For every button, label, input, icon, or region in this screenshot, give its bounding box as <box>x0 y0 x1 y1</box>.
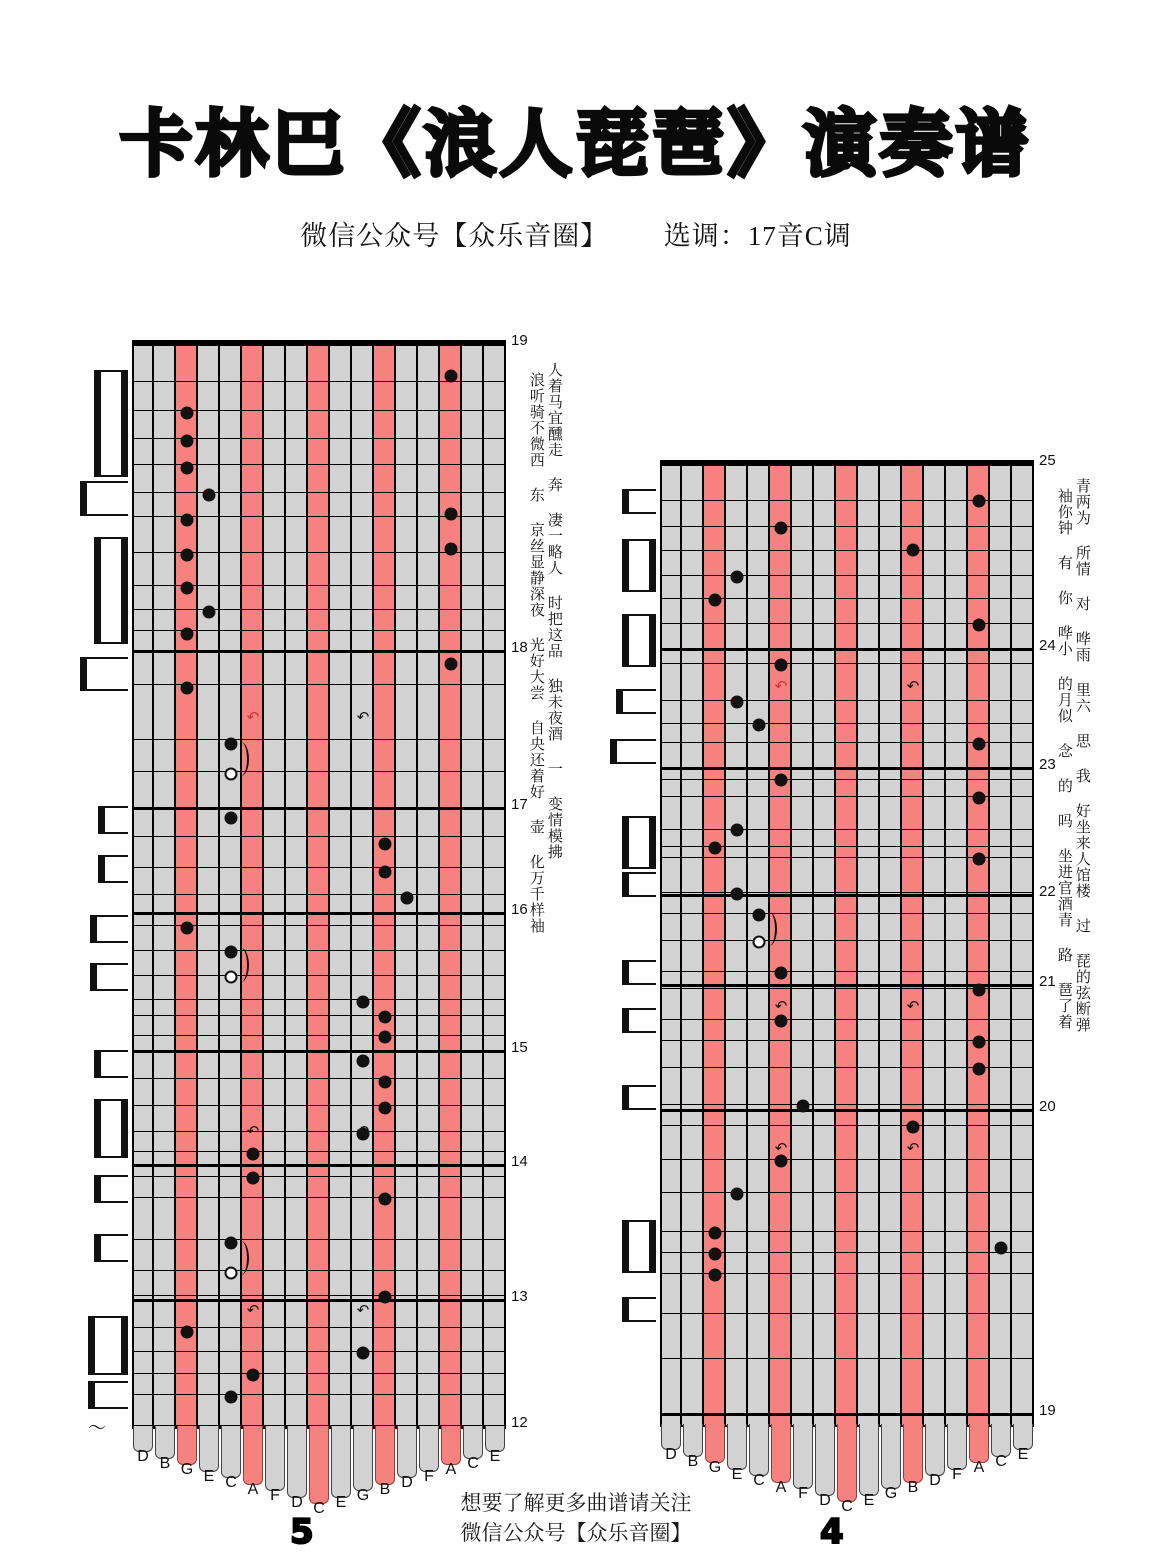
tine-column-B-11 <box>902 463 924 1425</box>
rhythm-bracket <box>98 806 128 834</box>
tine-label-A-5: A <box>247 1481 259 1498</box>
rhythm-bracket <box>94 370 128 476</box>
note-D-m17 <box>401 892 414 905</box>
tie-mark <box>233 948 249 982</box>
rhythm-bracket <box>94 1234 128 1262</box>
note-B-m16 <box>379 1030 392 1043</box>
beat-line <box>132 1239 506 1240</box>
beat-line <box>132 836 506 837</box>
tine-column-A-5 <box>770 463 792 1425</box>
tine-label-A-5: A <box>775 1479 787 1496</box>
beat-line <box>132 1105 506 1106</box>
note-B-m14 <box>379 1193 392 1206</box>
rhythm-bracket <box>88 1316 128 1376</box>
beat-line <box>660 940 1034 941</box>
note-G-m19 <box>181 549 194 562</box>
measure-number: 25 <box>1039 452 1056 469</box>
rhythm-bracket <box>80 481 128 516</box>
tine-column-F-6 <box>792 463 814 1425</box>
tine-label-B-1: B <box>687 1453 699 1470</box>
beat-line <box>660 1358 1034 1359</box>
tine-label-C-4: C <box>753 1472 765 1489</box>
tine-label-D-7: D <box>819 1492 831 1509</box>
beat-line <box>132 950 506 951</box>
rhythm-bracket <box>94 537 128 643</box>
rhythm-bracket <box>622 1220 656 1273</box>
tine-G-2[interactable] <box>705 1424 725 1463</box>
note-A-m23 <box>775 774 788 787</box>
measure-number: 19 <box>511 332 528 349</box>
note-A-m21 <box>775 1014 788 1027</box>
tine-E-3[interactable] <box>199 1426 219 1472</box>
glissando-icon: ↶ <box>906 996 920 1015</box>
measure-line <box>132 1299 506 1302</box>
measure-number: 22 <box>1039 882 1056 900</box>
rhythm-bracket <box>622 1297 656 1322</box>
tine-F-6[interactable] <box>793 1424 813 1489</box>
measure-line <box>132 807 506 810</box>
tine-column-A-14 <box>440 343 462 1427</box>
note-A-m15 <box>247 1147 260 1160</box>
tine-label-E-16: E <box>489 1448 501 1465</box>
beat-line <box>132 1351 506 1352</box>
note-E-m19 <box>203 605 216 618</box>
note-A-m21 <box>775 966 788 979</box>
tine-label-B-11: B <box>379 1481 391 1498</box>
note-A-m21 <box>973 1063 986 1076</box>
note-B-m15 <box>379 1102 392 1115</box>
rhythm-bracket <box>622 614 656 667</box>
measure-number: 13 <box>511 1288 528 1306</box>
measure-line <box>660 767 1034 770</box>
rhythm-bracket <box>80 657 128 692</box>
tine-label-C-15: C <box>995 1453 1007 1470</box>
beat-line <box>660 1125 1034 1126</box>
footer-line-2: 微信公众号【众乐音圈】 <box>460 1521 692 1546</box>
tine-label-D-12: D <box>401 1474 413 1491</box>
tine-column-B-1 <box>154 343 176 1427</box>
beat-line <box>132 1176 506 1177</box>
lyrics-column-inner: 浪听骑不微西 东 京丝显静深夜 光好大尝 自央还着好 壶 化万千样袖 <box>527 372 546 934</box>
beat-line <box>132 1270 506 1271</box>
beat-line <box>132 1394 506 1395</box>
tine-C-4[interactable] <box>749 1424 769 1476</box>
note-A-m19 <box>445 369 458 382</box>
note-G-m19 <box>709 1226 722 1239</box>
tine-column-B-1 <box>682 463 704 1425</box>
note-A-m21 <box>973 1036 986 1049</box>
tine-column-A-14 <box>968 463 990 1425</box>
beat-line <box>660 971 1034 972</box>
rhythm-bracket <box>94 1050 128 1078</box>
beat-line <box>132 739 506 740</box>
beat-line <box>660 913 1034 914</box>
tine-label-E-3: E <box>203 1468 215 1485</box>
tine-column-D-12 <box>396 343 418 1427</box>
note-G-m19 <box>181 461 194 474</box>
tine-label-A-14: A <box>445 1461 457 1478</box>
tine-G-2[interactable] <box>177 1426 197 1465</box>
tine-label-C-15: C <box>467 1455 479 1472</box>
beat-line <box>132 867 506 868</box>
tine-label-F-6: F <box>798 1485 808 1502</box>
page-subtitle <box>0 214 1152 253</box>
beat-line <box>132 1373 506 1374</box>
beat-line <box>660 550 1034 551</box>
tine-label-F-13: F <box>424 1468 434 1485</box>
page-title: 卡林巴《浪人琵琶》演奏谱 <box>119 102 1032 186</box>
tine-label-E-9: E <box>863 1492 875 1509</box>
note-A-m14 <box>247 1171 260 1184</box>
beat-line <box>660 700 1034 701</box>
note-G-m16 <box>181 922 194 935</box>
note-A-m25 <box>973 618 986 631</box>
note-G-m25 <box>709 593 722 606</box>
note-B-m25 <box>907 543 920 556</box>
tine-column-G-10 <box>880 463 902 1425</box>
measure-number: 23 <box>1039 755 1056 773</box>
beat-line <box>132 609 506 610</box>
measure-number: 14 <box>511 1152 528 1170</box>
tine-G-10[interactable] <box>353 1426 373 1491</box>
note-A-m19 <box>445 508 458 521</box>
beat-line <box>660 526 1034 527</box>
note-E-m25 <box>731 570 744 583</box>
measure-line <box>132 1164 506 1167</box>
note-A-m23 <box>973 853 986 866</box>
beat-line <box>132 999 506 1000</box>
note-B-m15 <box>379 1076 392 1089</box>
tine-column-C-15 <box>990 463 1012 1425</box>
beat-line <box>660 1104 1034 1105</box>
glissando-icon: ↶ <box>246 707 260 726</box>
note-G-m23 <box>709 841 722 854</box>
rhythm-bracket <box>622 816 656 869</box>
beat-line <box>132 1295 506 1296</box>
note-A-m12 <box>247 1368 260 1381</box>
note-C-m12 <box>225 1390 238 1403</box>
measure-number: 21 <box>1039 973 1056 991</box>
note-G-m19 <box>709 1247 722 1260</box>
tine-column-E-9 <box>858 463 880 1425</box>
note-A-m24 <box>973 737 986 750</box>
tine-column-C-15 <box>462 343 484 1427</box>
measure-line <box>660 648 1034 651</box>
tine-D-12[interactable] <box>925 1424 945 1476</box>
glissando-icon: ↶ <box>246 1122 260 1141</box>
tine-column-G-10 <box>352 343 374 1427</box>
note-A-m18 <box>445 657 458 670</box>
measure-number: 20 <box>1039 1098 1056 1116</box>
note-E-m24 <box>731 695 744 708</box>
beat-line <box>660 1159 1034 1160</box>
note-G-m19 <box>181 434 194 447</box>
note-G-m18 <box>181 681 194 694</box>
note-G-m19 <box>181 513 194 526</box>
page-number: 4 <box>820 1512 844 1552</box>
note-E-m23 <box>731 824 744 837</box>
footer-line-1: 想要了解更多曲谱请关注 <box>460 1491 692 1515</box>
note-B-m16 <box>379 1011 392 1024</box>
beat-line <box>660 723 1034 724</box>
key-label: 选调：17音C调 <box>663 221 852 251</box>
measure-number: 17 <box>511 795 528 813</box>
tine-column-E-9 <box>330 343 352 1427</box>
tine-column-E-16 <box>1012 463 1034 1425</box>
measure-number: 24 <box>1039 636 1056 654</box>
tine-column-E-3 <box>198 343 220 1427</box>
lyrics-column-inner: 袖你钟 有 你 哗小 的月似 念 的 吗 坐进官酒青 路 琶了着 <box>1055 488 1074 1030</box>
glissando-icon: ↶ <box>774 996 788 1015</box>
note-G-m16 <box>357 996 370 1009</box>
beat-line <box>132 492 506 493</box>
tine-label-F-6: F <box>270 1487 280 1504</box>
beat-line <box>132 771 506 772</box>
tine-A-5[interactable] <box>243 1426 263 1485</box>
tine-column-D-7 <box>286 343 308 1427</box>
rhythm-bracket <box>622 1085 656 1110</box>
measure-line <box>132 1050 506 1053</box>
tine-F-6[interactable] <box>265 1426 285 1491</box>
beat-line <box>660 1313 1034 1314</box>
rhythm-bracket <box>622 1008 656 1033</box>
tine-label-E-3: E <box>731 1466 743 1483</box>
rhythm-bracket <box>98 855 128 883</box>
beat-line <box>132 894 506 895</box>
page-header <box>0 0 1152 253</box>
tine-D-7[interactable] <box>815 1424 835 1496</box>
tine-column-C-8 <box>836 463 858 1425</box>
note-G-m19 <box>181 581 194 594</box>
measure-number: 18 <box>511 638 528 656</box>
tine-B-11[interactable] <box>375 1426 395 1485</box>
note-C-m24 <box>753 718 766 731</box>
measure-line <box>132 650 506 653</box>
beat-line <box>132 1197 506 1198</box>
rhythm-bracket <box>622 489 656 514</box>
note-G-m19 <box>181 407 194 420</box>
tine-B-11[interactable] <box>903 1424 923 1483</box>
rhythm-bracket <box>88 1381 128 1409</box>
tine-column-D-12 <box>924 463 946 1425</box>
note-A-m25 <box>775 522 788 535</box>
glissando-icon: ↶ <box>356 1300 370 1319</box>
note-E-m19 <box>203 488 216 501</box>
beat-line <box>660 892 1034 893</box>
measure-line <box>132 343 506 346</box>
tine-label-B-1: B <box>159 1455 171 1472</box>
measure-number: 15 <box>511 1038 528 1056</box>
tine-column-F-13 <box>946 463 968 1425</box>
glissando-icon: ↶ <box>774 1138 788 1157</box>
tie-mark <box>233 742 249 776</box>
measure-line <box>660 1109 1034 1112</box>
tine-C-4[interactable] <box>221 1426 241 1478</box>
beat-line <box>132 1151 506 1152</box>
note-A-m25 <box>973 495 986 508</box>
tine-label-F-13: F <box>952 1466 962 1483</box>
glissando-icon: ↶ <box>356 1122 370 1141</box>
tine-column-E-3 <box>726 463 748 1425</box>
glissando-icon: ↶ <box>906 677 920 696</box>
tine-column-F-13 <box>418 343 440 1427</box>
tine-label-A-14: A <box>973 1459 985 1476</box>
tine-A-5[interactable] <box>771 1424 791 1483</box>
tine-column-D-0 <box>132 343 154 1427</box>
rhythm-bracket <box>616 689 656 714</box>
page-number-left: 5 <box>290 1512 314 1552</box>
tine-column-G-2 <box>176 343 198 1427</box>
tine-label-E-9: E <box>335 1494 347 1511</box>
beat-line <box>132 975 506 976</box>
measure-line <box>660 1413 1034 1416</box>
note-F-m20 <box>797 1099 810 1112</box>
rhythm-bracket <box>622 539 656 592</box>
tine-column-E-16 <box>484 343 506 1427</box>
glissando-icon: ↶ <box>774 677 788 696</box>
tine-F-13[interactable] <box>419 1426 439 1472</box>
note-A-m24 <box>775 659 788 672</box>
beat-line <box>660 829 1034 830</box>
note-G-m15 <box>357 1054 370 1067</box>
rhythm-bracket <box>610 739 656 764</box>
beat-line <box>660 575 1034 576</box>
tab-grid <box>132 340 506 1429</box>
note-G-m19 <box>709 1268 722 1281</box>
tie-mark <box>233 1241 249 1275</box>
rhythm-bracket <box>90 915 128 943</box>
note-B-m17 <box>379 865 392 878</box>
tine-column-D-7 <box>814 463 836 1425</box>
rhythm-bracket <box>622 960 656 985</box>
measure-line <box>660 894 1034 897</box>
tine-E-3[interactable] <box>727 1424 747 1470</box>
tine-label-D-7: D <box>291 1494 303 1511</box>
note-G-m19 <box>181 627 194 640</box>
tine-column-D-0 <box>660 463 682 1425</box>
tine-F-13[interactable] <box>947 1424 967 1470</box>
beat-line <box>132 1078 506 1079</box>
tine-A-14[interactable] <box>969 1424 989 1463</box>
measure-line <box>132 912 506 915</box>
glissando-icon: ↶ <box>246 1300 260 1319</box>
note-B-m13 <box>379 1290 392 1303</box>
tine-column-B-11 <box>374 343 396 1427</box>
measure-number: 12 <box>511 1413 528 1431</box>
note-A-m21 <box>973 984 986 997</box>
note-G-m12 <box>357 1347 370 1360</box>
beat-line <box>660 1192 1034 1193</box>
tine-column-F-6 <box>264 343 286 1427</box>
vibrato-squiggle-icon: 〜 <box>88 1418 106 1438</box>
beat-line <box>132 1015 506 1016</box>
note-B-m17 <box>379 837 392 850</box>
rhythm-bracket <box>90 963 128 991</box>
rhythm-bracket <box>94 1175 128 1203</box>
tine-label-C-8: C <box>841 1498 853 1515</box>
note-A-m19 <box>445 542 458 555</box>
tine-label-G-10: G <box>356 1487 370 1504</box>
tine-G-10[interactable] <box>881 1424 901 1489</box>
glissando-icon: ↶ <box>356 707 370 726</box>
note-E-m22 <box>731 887 744 900</box>
note-A-m23 <box>973 791 986 804</box>
tine-column-C-8 <box>308 343 330 1427</box>
tine-label-C-4: C <box>225 1474 237 1491</box>
wechat-account-label: 微信公众号【众乐音圈】 <box>300 221 609 251</box>
measure-number: 19 <box>1039 1402 1056 1420</box>
tine-label-G-2: G <box>180 1461 194 1478</box>
tine-label-B-11: B <box>907 1479 919 1496</box>
measure-number: 16 <box>511 901 528 919</box>
measure-line <box>660 463 1034 466</box>
beat-line <box>132 1035 506 1036</box>
lyrics-column-outer: 青两为 所情 对 哗雨 里六 思 我 好坐来人馆楼 过 琵的弦断弹 <box>1073 478 1092 1033</box>
tine-label-G-10: G <box>884 1485 898 1502</box>
tine-D-12[interactable] <box>397 1426 417 1478</box>
tine-label-D-12: D <box>929 1472 941 1489</box>
rhythm-bracket <box>622 872 656 897</box>
beat-line <box>660 663 1034 664</box>
tine-label-G-2: G <box>708 1459 722 1476</box>
tine-label-D-0: D <box>665 1446 677 1463</box>
note-E-m19 <box>731 1188 744 1201</box>
tine-label-E-16: E <box>1017 1446 1029 1463</box>
tab-grid <box>660 460 1034 1427</box>
note-G-m12 <box>181 1325 194 1338</box>
beat-line <box>660 779 1034 780</box>
beat-line <box>132 1131 506 1132</box>
glissando-icon: ↶ <box>906 1138 920 1157</box>
beat-line <box>660 1019 1034 1020</box>
tine-label-C-8: C <box>313 1500 325 1517</box>
tie-mark <box>761 912 777 946</box>
tine-E-9[interactable] <box>859 1424 879 1496</box>
note-C-m19 <box>995 1241 1008 1254</box>
note-B-m20 <box>907 1120 920 1133</box>
rhythm-bracket <box>94 1099 128 1159</box>
lyrics-column-outer: 人着马宜醺走 奔 凄一略人 时把这品 独未夜酒 一 变情模拂 <box>545 362 564 860</box>
tine-A-14[interactable] <box>441 1426 461 1465</box>
page-footer <box>0 1488 1152 1549</box>
tine-label-D-0: D <box>137 1448 149 1465</box>
note-C-m17 <box>225 811 238 824</box>
